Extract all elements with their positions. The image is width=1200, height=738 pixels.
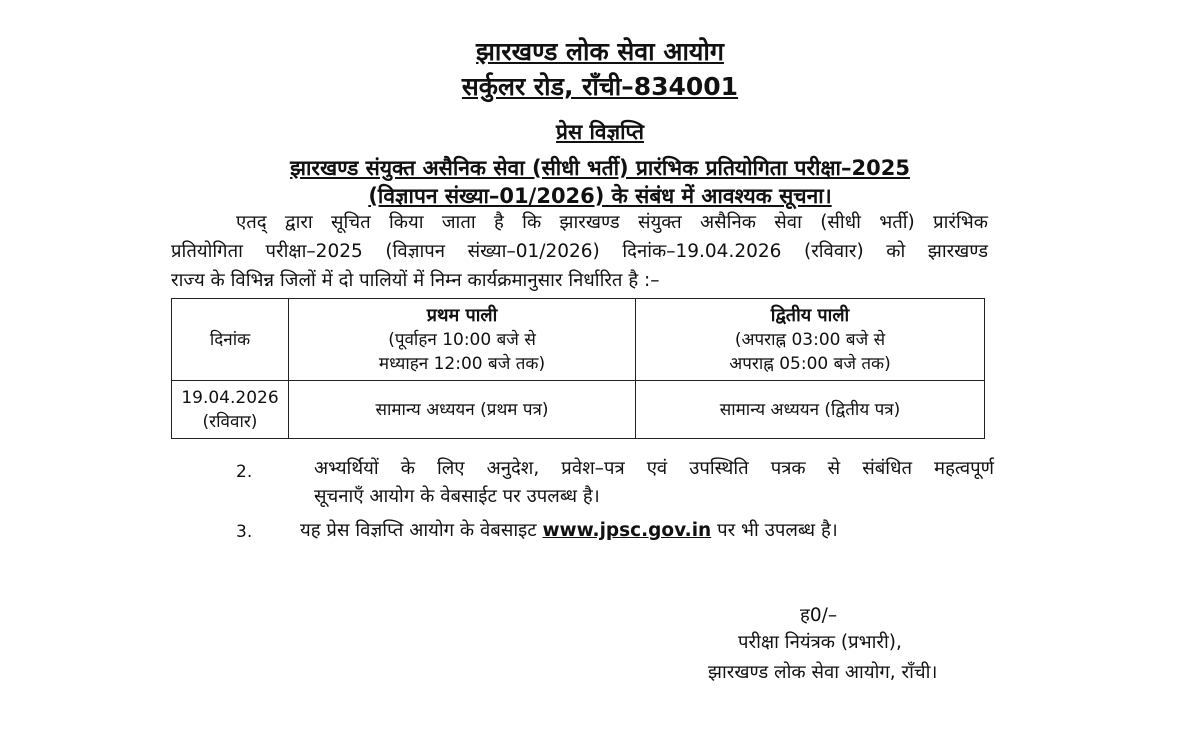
jpsc-website-link[interactable]: www.jpsc.gov.in (542, 520, 712, 541)
point2-number: 2. (236, 462, 253, 482)
notice-type: प्रेस विज्ञप्ति (556, 120, 644, 144)
signatory-office: झारखण्ड लोक सेवा आयोग, राँची। (708, 662, 938, 683)
shift2-time-line2: अपराह्न 05:00 बजे तक) (729, 353, 891, 374)
exam-schedule-table (171, 298, 985, 439)
table-row (172, 381, 985, 439)
para1-line1: एतद् द्वारा सूचित किया जाता है कि झारखण्ड संयुक्त असैनिक सेवा (सीधी भर्ती) प्रारंभिक (236, 212, 988, 233)
org-address: सर्कुलर रोड, राँची–834001 (461, 72, 739, 101)
point2-line2: सूचनाएँ आयोग के वेबसाईट पर उपलब्ध है। (314, 486, 600, 507)
row-date-value: 19.04.2026 (181, 387, 279, 408)
org-name: झारखण्ड लोक सेवा आयोग (476, 37, 724, 66)
row-date-day: (रविवार) (202, 411, 258, 432)
shift2-title: द्वितीय पाली (770, 304, 850, 326)
row-shift2-paper: सामान्य अध्ययन (द्वितीय पत्र) (636, 381, 985, 439)
shift2-header (636, 299, 985, 381)
shift1-time-line1: (पूर्वाहन 10:00 बजे से (388, 329, 536, 350)
point3-text-before: यह प्रेस विज्ञप्ति आयोग के वेबसाइट (300, 520, 543, 541)
shift1-header (289, 299, 636, 381)
point3-number: 3. (236, 522, 253, 542)
row-date (172, 381, 289, 439)
para1-line2: प्रतियोगिता परीक्षा–2025 (विज्ञापन संख्या–01/2026) दिनांक–19.04.2026 (रविवार) को झारखण्ड (171, 241, 988, 262)
point2-line1: अभ्यर्थियों के लिए अनुदेश, प्रवेश–पत्र एवं उपस्थिति पत्रक से संबंधित महत्वपूर्ण (314, 458, 994, 479)
notice-subject-line2: (विज्ञापन संख्या–01/2026) के संबंध में आवश्यक सूचना। (368, 184, 832, 208)
row-shift1-paper: सामान्य अध्ययन (प्रथम पत्र) (289, 381, 636, 439)
shift2-time-line1: (अपराह्न 03:00 बजे से (734, 329, 886, 350)
notice-subject-line1: झारखण्ड संयुक्त असैनिक सेवा (सीधी भर्ती) प्रारंभिक प्रतियोगिता परीक्षा–2025 (290, 156, 910, 180)
point3-text (300, 516, 1000, 545)
point3-text-after: पर भी उपलब्ध है। (711, 520, 838, 541)
shift1-title: प्रथम पाली (426, 304, 498, 326)
table-header-row (172, 299, 985, 381)
signatory-title: परीक्षा नियंत्रक (प्रभारी), (738, 632, 902, 653)
para1-line3: राज्य के विभिन्न जिलों में दो पालियों में निम्न कार्यक्रमानुसार निर्धारित है :– (171, 270, 660, 291)
shift1-time-line2: मध्याहन 12:00 बजे तक) (378, 353, 546, 374)
signature-mark: ह0/– (800, 605, 838, 626)
date-header: दिनांक (172, 299, 289, 381)
